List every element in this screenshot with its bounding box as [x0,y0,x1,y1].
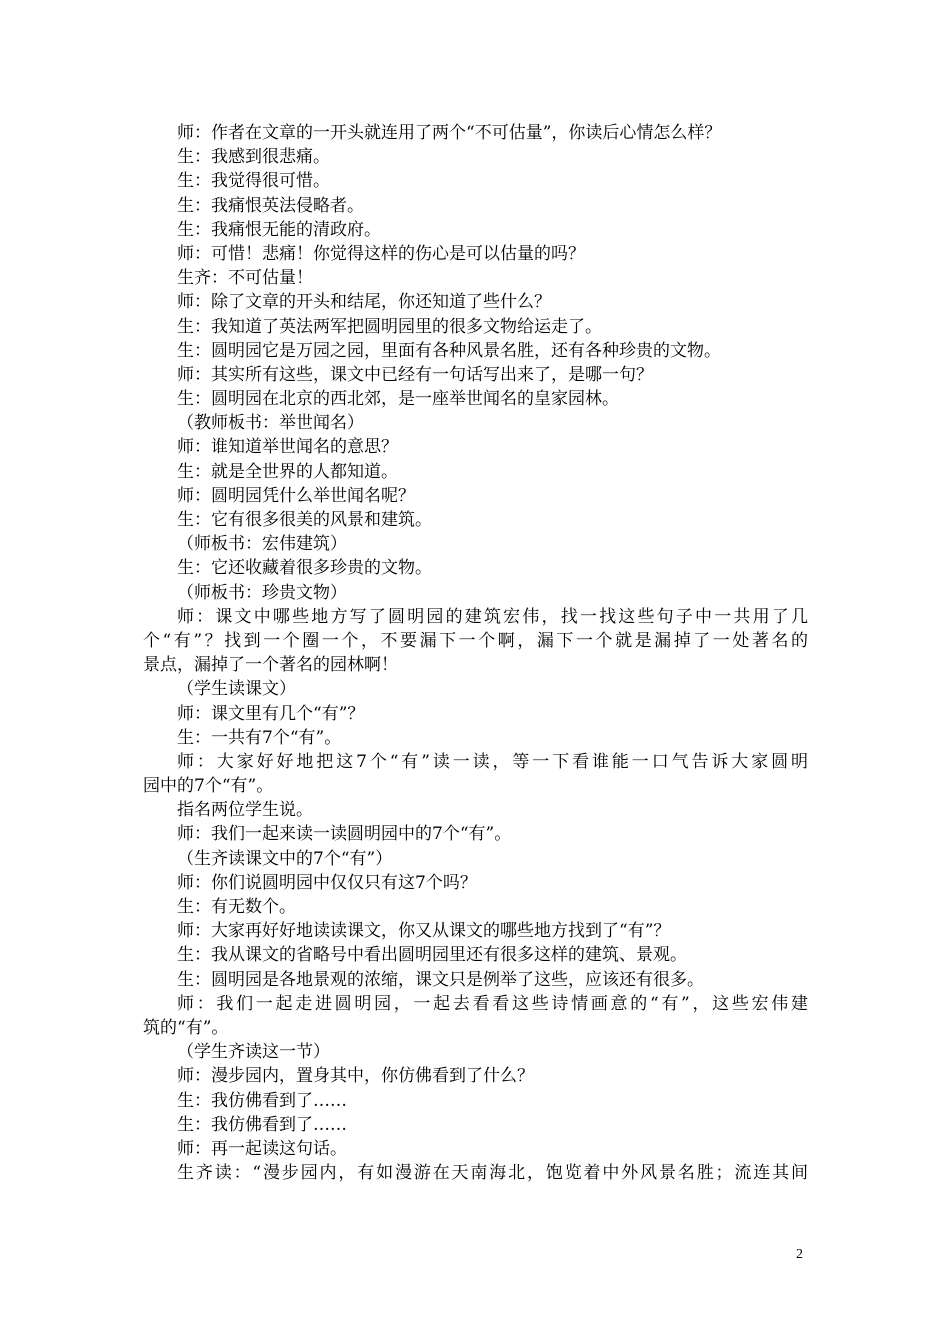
text-line: 生：我觉得很可惜。 [177,171,330,192]
text-line: 生：我仿佛看到了…… [177,1090,347,1111]
text-line: 师：作者在文章的一开头就连用了两个“不可估量”，你读后心情怎么样？ [177,123,722,143]
text-line: 生：我仿佛看到了…… [177,1114,347,1135]
text-line: 个“有”？找到一个圈一个，不要漏下一个啊，漏下一个就是漏掉了一处著名的 [143,630,808,651]
text-line: 师：大家好好地把这7个“有”读一读，等一下看谁能一口气告诉大家圆明 [177,751,808,772]
text-line: 师：可惜！悲痛！你觉得这样的伤心是可以估量的吗？ [177,243,585,264]
text-line: 师：我们一起来读一读圆明园中的7个“有”。 [177,824,512,845]
text-line: 师：再一起读这句话。 [177,1138,347,1159]
text-line: 师：谁知道举世闻名的意思？ [177,437,398,458]
text-line: 师：我们一起走进圆明园，一起去看看这些诗情画意的“有”，这些宏伟建 [177,993,808,1014]
text-line: 生：圆明园是各地景观的浓缩，课文只是例举了这些，应该还有很多。 [177,969,704,990]
text-line: 生齐读：“漫步园内，有如漫游在天南海北，饱览着中外风景名胜；流连其间 [177,1163,808,1184]
text-line: 筑的“有”。 [143,1017,229,1038]
text-line: 生：我痛恨英法侵略者。 [177,195,364,216]
text-line: 师：你们说圆明园中仅仅只有这7个吗？ [177,872,477,893]
text-line: 生：一共有7个“有”。 [177,727,342,748]
page-number: 2 [796,1247,803,1262]
text-line: 师：其实所有这些，课文中已经有一句话写出来了，是哪一句？ [177,364,653,385]
text-line: （生齐读课文中的7个“有”） [177,848,393,869]
text-line: 生：就是全世界的人都知道。 [177,461,398,482]
text-line: 生：圆明园在北京的西北郊，是一座举世闻名的皇家园林。 [177,389,619,410]
text-line: 生：它还收藏着很多珍贵的文物。 [177,558,432,579]
text-line: 师：课文里有几个“有”？ [177,703,365,724]
text-line: 生：圆明园它是万园之园，里面有各种风景名胜，还有各种珍贵的文物。 [177,340,721,361]
text-line: 景点，漏掉了一个著名的园林啊！ [143,655,398,676]
text-line: 师：课文中哪些地方写了圆明园的建筑宏伟，找一找这些句子中一共用了几 [177,606,808,627]
text-line: （学生读课文） [177,679,296,700]
text-line: 师：除了文章的开头和结尾，你还知道了些什么？ [177,292,551,313]
text-line: 生：有无数个。 [177,897,296,917]
text-line: （学生齐读这一节） [177,1042,330,1063]
text-line: （师板书：宏伟建筑） [177,534,347,555]
text-line: 生齐：不可估量！ [177,268,313,289]
text-line: （教师板书：举世闻名） [177,413,364,434]
text-line: 园中的7个“有”。 [143,776,274,797]
text-line: 生：我感到很悲痛。 [177,147,330,168]
text-line: 生：我痛恨无能的清政府。 [177,219,381,240]
text-line: 生：我知道了英法两军把圆明园里的很多文物给运走了。 [177,316,602,337]
text-line: 指名两位学生说。 [177,800,313,821]
text-line: 师：圆明园凭什么举世闻名呢？ [177,485,415,506]
document-body [143,121,808,1185]
text-line: （师板书：珍贵文物） [177,582,347,603]
text-line: 生：它有很多很美的风景和建筑。 [177,510,432,530]
text-line: 师：大家再好好地读读课文，你又从课文的哪些地方找到了“有”？ [177,921,671,942]
text-line: 生：我从课文的省略号中看出圆明园里还有很多这样的建筑、景观。 [177,945,687,966]
text-line: 师：漫步园内，置身其中，你仿佛看到了什么？ [177,1066,534,1087]
